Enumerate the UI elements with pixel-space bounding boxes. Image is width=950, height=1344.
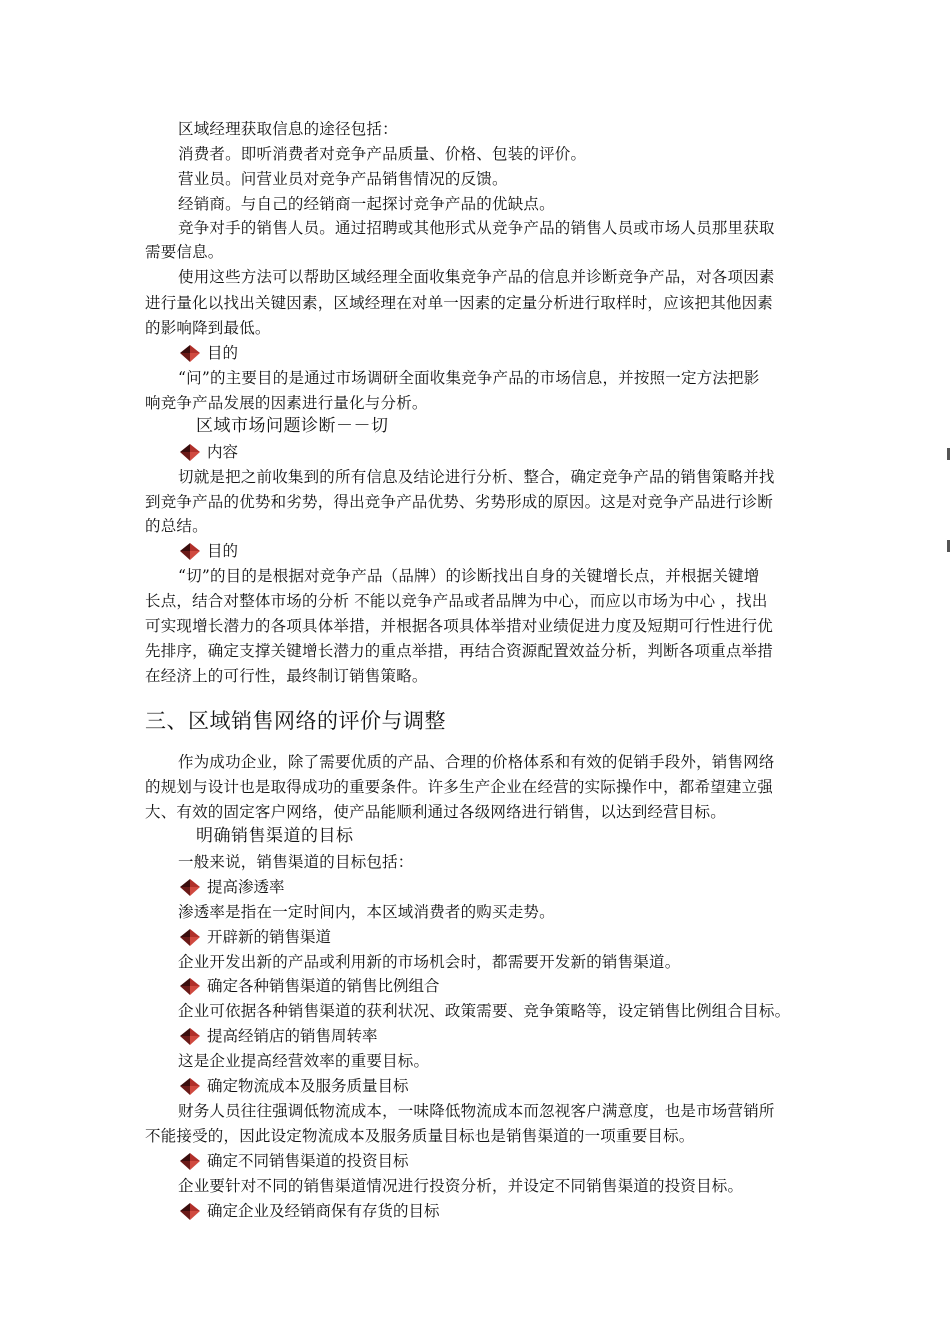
arrow-bullet-icon	[180, 1078, 200, 1095]
paragraph-line: 需要信息。	[145, 243, 224, 261]
paragraph-line: 大、有效的固定客户网络，使产品能顺利通过各级网络进行销售，以达到经营目标。	[145, 803, 726, 821]
paragraph-line: 先排序，确定支撑关键增长潜力的重点举措，再结合资源配置效益分析，判断各项重点举措	[145, 642, 774, 660]
paragraph-line: 渗透率是指在一定时间内，本区域消费者的购买走势。	[178, 903, 555, 921]
bullet-label: 确定各种销售渠道的销售比例组合	[207, 977, 440, 995]
bullet-label: 内容	[207, 443, 239, 461]
paragraph-line: 响竞争产品发展的因素进行量化与分析。	[145, 394, 428, 412]
paragraph-line: 这是企业提高经营效率的重要目标。	[178, 1052, 430, 1070]
arrow-bullet-icon	[180, 978, 200, 995]
arrow-bullet-icon	[180, 929, 200, 946]
bullet-label: 确定物流成本及服务质量目标	[207, 1077, 409, 1095]
paragraph-line: 使用这些方法可以帮助区域经理全面收集竞争产品的信息并诊断竞争产品，对各项因素	[178, 268, 775, 286]
section-heading: 三、区域销售网络的评价与调整	[145, 709, 446, 733]
bullet-label: 提高渗透率	[207, 878, 285, 896]
bullet-label: 开辟新的销售渠道	[207, 928, 332, 946]
arrow-bullet-icon	[180, 879, 200, 896]
paragraph-line: 企业开发出新的产品或利用新的市场机会时，都需要开发新的销售渠道。	[178, 953, 681, 971]
arrow-bullet-icon	[180, 345, 200, 362]
bullet-label: 提高经销店的销售周转率	[207, 1027, 378, 1045]
arrow-bullet-icon	[180, 1028, 200, 1045]
paragraph-line: 区域经理获取信息的途径包括：	[178, 120, 398, 138]
paragraph-line: 竞争对手的销售人员。通过招聘或其他形式从竞争产品的销售人员或市场人员那里获取	[178, 219, 775, 237]
paragraph-line: 作为成功企业，除了需要优质的产品、合理的价格体系和有效的促销手段外，销售网络	[178, 753, 775, 771]
paragraph-line: 消费者。即听消费者对竞争产品质量、价格、包装的评价。	[178, 145, 587, 163]
arrow-bullet-icon	[180, 1153, 200, 1170]
paragraph-line: 财务人员往往强调低物流成本，一味降低物流成本而忽视客户满意度，也是市场营销所	[178, 1102, 775, 1120]
paragraph-line: 长点，结合对整体市场的分析 不能以竞争产品或者品牌为中心，而应以市场为中心 ，找出	[145, 592, 768, 610]
paragraph-line: 一般来说，销售渠道的目标包括：	[178, 853, 414, 871]
paragraph-line: “切”的目的是根据对竞争产品（品牌）的诊断找出自身的关键增长点，并根据关键增	[178, 567, 760, 585]
paragraph-line: 不能接受的，因此设定物流成本及服务质量目标也是销售渠道的一项重要目标。	[145, 1127, 695, 1145]
paragraph-line: 的影响降到最低。	[145, 319, 271, 337]
subheading: 明确销售渠道的目标	[196, 826, 354, 846]
paragraph-line: 企业要针对不同的销售渠道情况进行投资分析，并设定不同销售渠道的投资目标。	[178, 1177, 744, 1195]
paragraph-line: “问”的主要目的是通过市场调研全面收集竞争产品的市场信息，并按照一定方法把影	[178, 369, 760, 387]
bullet-label: 确定企业及经销商保有存货的目标	[207, 1202, 440, 1220]
arrow-bullet-icon	[180, 444, 200, 461]
paragraph-line: 可实现增长潜力的各项具体举措，并根据各项具体举措对业绩促进力度及短期可行性进行优	[145, 617, 774, 635]
paragraph-line: 的规划与设计也是取得成功的重要条件。许多生产企业在经营的实际操作中，都希望建立强	[145, 778, 774, 796]
paragraph-line: 在经济上的可行性，最终制订销售策略。	[145, 667, 428, 685]
bullet-label: 目的	[207, 542, 239, 560]
paragraph-line: 到竞争产品的优势和劣势，得出竞争产品优势、劣势形成的原因。这是对竞争产品进行诊断	[145, 493, 774, 511]
subheading: 区域市场问题诊断－－切	[196, 416, 389, 436]
paragraph-line: 的总结。	[145, 517, 208, 535]
paragraph-line: 营业员。问营业员对竞争产品销售情况的反馈。	[178, 170, 508, 188]
bullet-label: 确定不同销售渠道的投资目标	[207, 1152, 409, 1170]
paragraph-line: 切就是把之前收集到的所有信息及结论进行分析、整合，确定竞争产品的销售策略并找	[178, 468, 775, 486]
arrow-bullet-icon	[180, 1203, 200, 1220]
paragraph-line: 进行量化以找出关键因素，区域经理在对单一因素的定量分析进行取样时，应该把其他因素	[145, 294, 774, 312]
paragraph-line: 经销商。与自己的经销商一起探讨竞争产品的优缺点。	[178, 195, 555, 213]
paragraph-line: 企业可依据各种销售渠道的获利状况、政策需要、竞争策略等，设定销售比例组合目标。	[178, 1002, 791, 1020]
arrow-bullet-icon	[180, 543, 200, 560]
bullet-label: 目的	[207, 344, 239, 362]
